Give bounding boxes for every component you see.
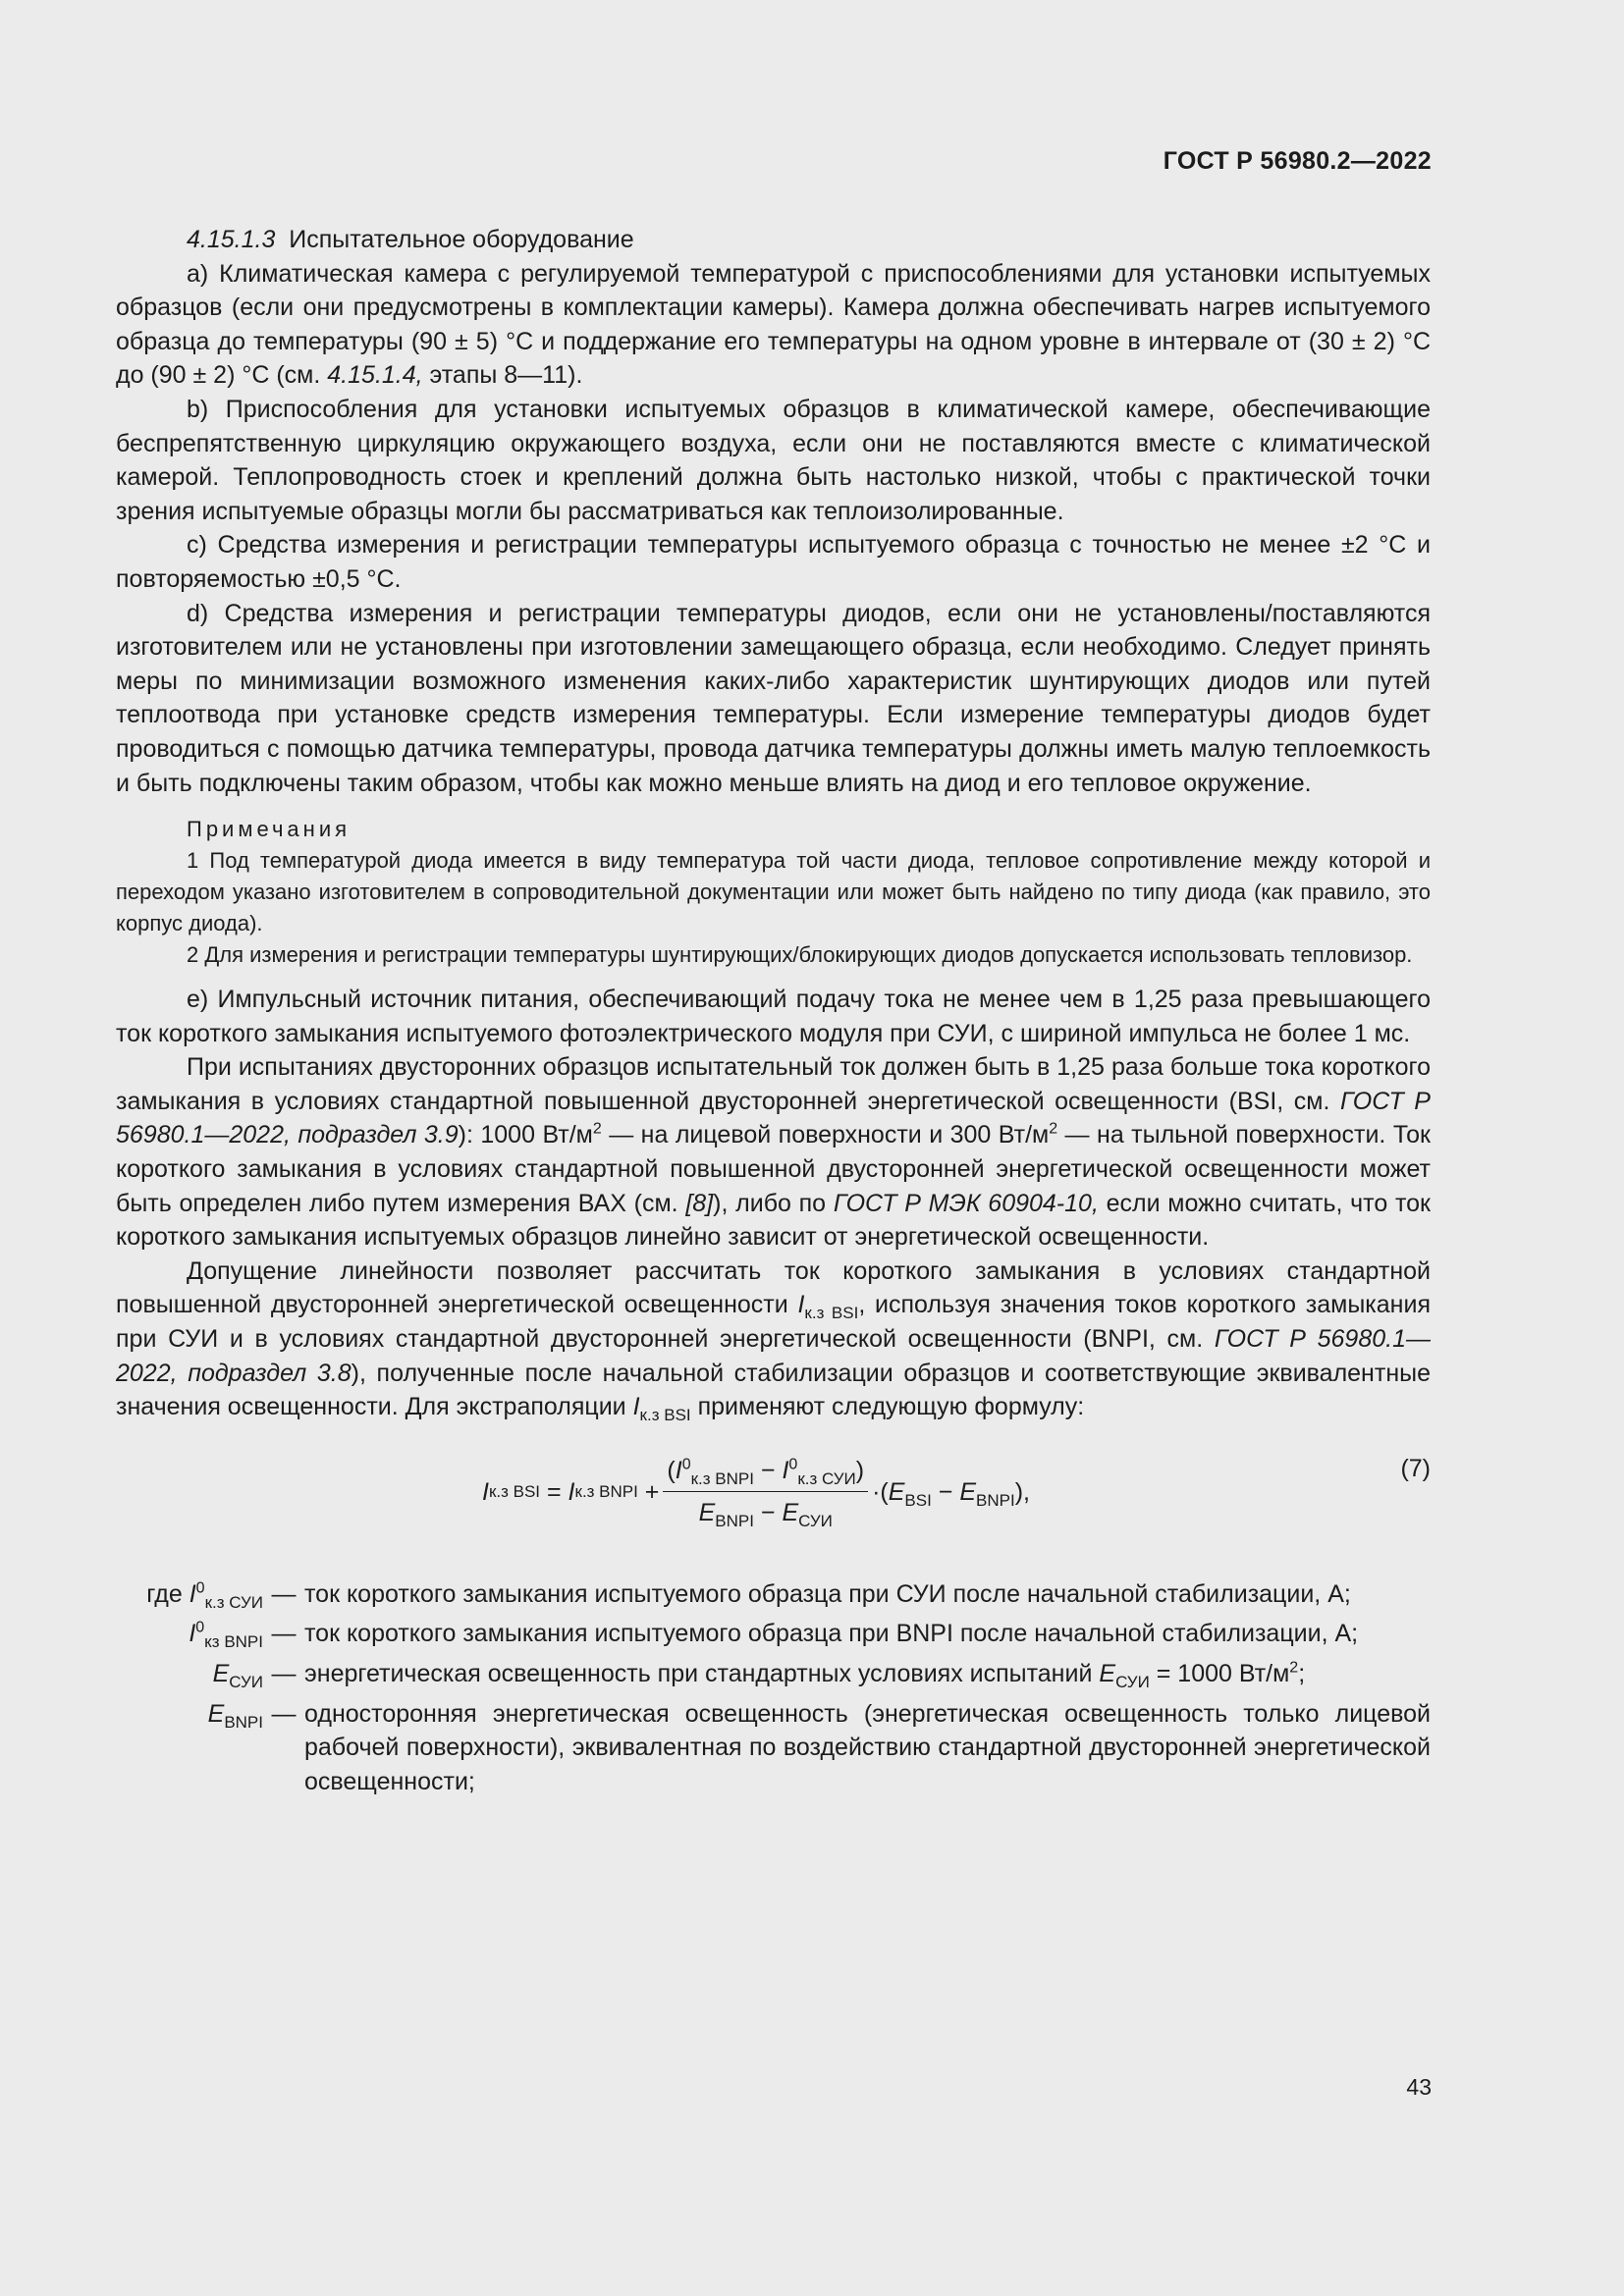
paragraph-linearity [116,1255,1431,1424]
reference-link: [8] [685,1189,714,1217]
multiplier: $\cdot(E_{BSI} - E_{BNPI})$, [872,1477,1030,1510]
definition-dash: — [271,1620,297,1648]
subscript: к.з СУИ [797,1468,856,1488]
definition-symbol [116,1577,263,1612]
item-c: c) Средства измерения и регистрации температуры испытуемого образца с точностью не менее ±2 °С и повторяемостью ±0,5 °С. [116,531,1431,593]
symbol-i: I [189,1579,196,1608]
definition-symbol [116,1657,263,1691]
subscript: BNPI [224,1712,263,1732]
definition-row [116,1657,1431,1691]
text-span: ): 1000 Вт/м [458,1121,593,1149]
symbol-e: E [207,1699,225,1728]
definition-text [304,1657,1431,1691]
definition-text: ток короткого замыкания испытуемого образца при BNPI после начальной стабилизации, А; [304,1620,1359,1648]
definition-text: ток короткого замыкания испытуемого образца при СУИ после начальной стабилизации, А; [304,1579,1351,1608]
text-span: ; [1298,1660,1306,1687]
text-span: При испытаниях двусторонних образцов испытательный ток должен быть в 1,25 раза больше тока короткого замыкания в условиях стандартной повышенной двусторонней энергетической освещенности (BSI, см. [116,1053,1431,1115]
definition-row [116,1697,1431,1799]
item-a-text: a) Климатическая камера с регулируемой температурой с приспособлениями для установки испытуемых образцов (если они предусмотрены в комплектации камеры). Камера должна обеспечивать нагрев испытуемого образца до температуры (90 ± 5) °С и поддержание его температуры на одном уровне в интервале от (30 ± 2) °С до (90 ± 2) °С (см. [116,259,1431,390]
subscript: к.з BNPI [690,1468,754,1488]
symbol-e: E [212,1660,230,1687]
item-b: b) Приспособления для установки испытуемых образцов в климатической камере, обеспечивающие беспрепятственную циркуляцию окружающего воздуха, если они не поставляются вместе с климатической камерой. Теплопроводность стоек и креплений должна быть настолько низкой, чтобы с практической точки зрения испытуемые образцы могли бы рассматриваться как теплоизолированные. [116,395,1431,525]
fraction-numerator: $(I^0_{к.з BNPI} - I^0_{к.з СУИ})$ [663,1454,868,1493]
text-span: — на лицевой поверхности и 300 Вт/м [601,1121,1050,1149]
text-span: применяют следующую формулу: [697,1393,1085,1421]
text-span: ), либо по [713,1189,827,1217]
notes-block [116,814,1431,971]
superscript: 2 [592,1121,602,1139]
definition-dash: — [271,1660,297,1687]
item-a-end: этапы 8—11). [429,361,583,390]
reference-link: ГОСТ Р 56980.1—2022, подраздел 3.8 [116,1325,1431,1387]
superscript: 2 [1049,1121,1058,1139]
section-title: Испытательное оборудование [289,226,634,253]
definition-symbol [116,1617,263,1651]
formula-body: I к.з BSI = I к.з BNPI + $\frac{(I^0_{к.з BNPI} - I^0_{к.з СУИ})}{E_{BNPI} - E_{СУИ}}$ $\cdot(E_{BSI} - E_{BNPI})$, [482,1454,1030,1530]
superscript: 0 [681,1456,691,1473]
subscript: BSI [904,1490,932,1510]
where-word: где [146,1579,183,1608]
notes-title: Примечания [187,817,352,842]
plus-sign: + [637,1477,660,1506]
reference-link: ГОСТ Р МЭК 60904-10, [833,1189,1099,1217]
section-number: 4.15.1.3 [187,226,276,253]
text-span: = 1000 Вт/м [1149,1660,1290,1687]
symbol-i: I [632,1393,640,1421]
symbol-e: E [782,1499,799,1527]
text-span: , используя значения токов короткого замыкания при СУИ и в условиях стандартной двусторонней энергетической освещенности (BNPI, см. [116,1291,1431,1354]
symbol-i: I [568,1477,575,1506]
symbol-i: I [782,1456,789,1484]
note-1: 1 Под температурой диода имеется в виду температура той части диода, тепловое сопротивление между которой и переходом указано изготовителем в сопроводительной документации или может быть найдено по типу диода (как правило, это корпус диода). [116,848,1431,936]
subscript: кз BNPI [204,1632,263,1652]
superscript: 0 [195,1579,205,1597]
subscript: к.з BSI [639,1406,691,1425]
definition-dash: — [271,1579,297,1608]
subscript: СУИ [1115,1673,1150,1691]
symbol-e: E [959,1477,976,1506]
symbol-i: I [797,1291,805,1319]
subscript: СУИ [798,1512,833,1531]
subscript: к.з СУИ [204,1592,263,1612]
text-span: энергетическая освещенность при стандартных условиях испытаний [304,1660,1093,1687]
symbol-e: E [698,1499,716,1527]
item-a [116,257,1431,393]
text-span: если можно считать, что ток короткого замыкания испытуемых образцов линейно зависит от энергетической освещенности. [116,1189,1431,1252]
subscript: СУИ [229,1673,263,1691]
page-number: 43 [1406,2074,1432,2100]
text-span: ), полученные после начальной стабилизации образцов и соответствующие эквивалентные значения освещенности. Для экстраполяции [116,1359,1431,1421]
fraction [663,1454,868,1530]
formula-7 [116,1442,1431,1550]
symbol-e: E [1099,1660,1116,1687]
symbol-i: I [482,1477,489,1506]
item-a-ref: 4.15.1.4, [327,361,423,390]
subscript: к.з BSI [804,1304,859,1323]
page-content [116,223,1431,1804]
symbol-e: E [888,1477,905,1506]
symbol-i: I [189,1620,196,1648]
item-d: d) Средства измерения и регистрации температуры диодов, если они не установлены/поставляются изготовителем или не установлены при изготовлении замещающего образца, если необходимо. Следует принять меры по минимизации возможного изменения каких-либо характеристик шунтирующих диодов или путей теплоотвода при установке средств измерения температуры. Если измерение температуры диодов будет проводиться с помощью датчика температуры, провода датчика температуры должны иметь малую теплоемкость и быть подключены таким образом, чтобы как можно меньше влиять на диод и его тепловое окружение. [116,599,1431,797]
document-code: ГОСТ Р 56980.2—2022 [1163,147,1432,175]
note-2: 2 Для измерения и регистрации температуры шунтирующих/блокирующих диодов допускается использовать тепловизор. [187,942,1413,968]
superscript: 0 [788,1456,798,1473]
definition-row [116,1617,1431,1651]
superscript: 2 [1289,1659,1299,1677]
definition-dash: — [271,1699,297,1728]
superscript: 0 [195,1620,205,1637]
definition-symbol [116,1697,263,1799]
paragraph-bifacial [116,1050,1431,1255]
subscript: BNPI [976,1490,1015,1510]
item-e: e) Импульсный источник питания, обеспечивающий подачу тока не менее чем в 1,25 раза превышающего ток короткого замыкания испытуемого фотоэлектрического модуля при СУИ, с шириной импульса не более 1 мс. [116,986,1431,1047]
text-span: — на тыльной поверхности. Ток короткого замыкания в условиях стандартной повышенной двусторонней энергетической освещенности может быть определен либо путем измерения ВАХ (см. [116,1121,1431,1217]
definition-text: односторонняя энергетическая освещенность (энергетическая освещенность только лицевой рабочей поверхности), эквивалентная по воздействию стандартной двусторонней энергетической освещенности; [304,1699,1431,1795]
formula-number: (7) [1400,1454,1431,1482]
symbol-i: I [675,1456,682,1484]
definition-row [116,1577,1431,1612]
text-span: Допущение линейности позволяет рассчитать ток короткого замыкания в условиях стандартной повышенной двусторонней энергетической освещенности [116,1256,1431,1319]
reference-link: ГОСТ Р 56980.1—2022, подраздел 3.9 [116,1087,1431,1149]
definitions-list [116,1577,1431,1799]
subscript: BNPI [715,1512,754,1531]
fraction-denominator: $E_{BNPI} - E_{СУИ}$ [698,1499,833,1531]
section-heading [116,223,1431,257]
equals-sign: = [540,1477,568,1506]
